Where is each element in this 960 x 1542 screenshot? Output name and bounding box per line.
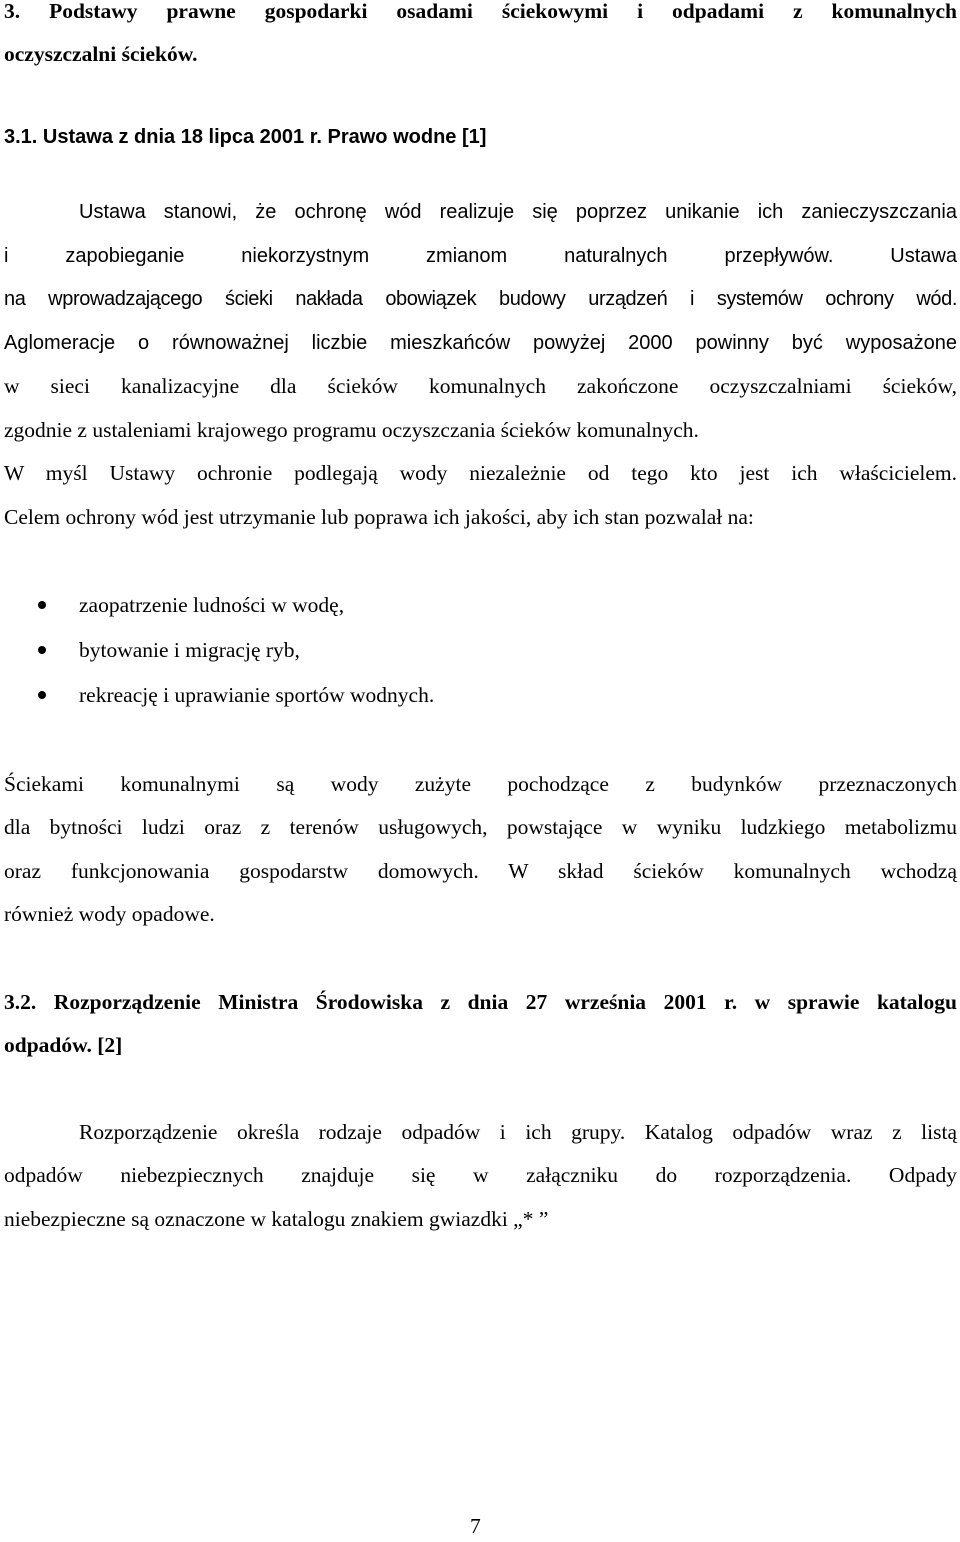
section-3-1-para-1-line-3: na wprowadzającego ścieki nakłada obowiązek budowy urządzeń i systemów ochrony wód. [4, 288, 957, 310]
section-3-1-para-2-line-2: dla bytności ludzi oraz z terenów usługowych, powstające w wyniku ludzkiego metabolizmu [4, 815, 957, 839]
section-3-1-para-1-line-4: Aglomeracje o równoważnej liczbie mieszkańców powyżej 2000 powinny być wyposażone [4, 332, 957, 354]
section-3-1-para-2-line-3: oraz funkcjonowania gospodarstw domowych. W skład ścieków komunalnych wchodzą [4, 859, 957, 883]
page-number: 7 [470, 1514, 481, 1538]
section-3-heading-line-1: 3. Podstawy prawne gospodarki osadami ściekowymi i odpadami z komunalnych [4, 0, 957, 23]
bullet-icon [38, 691, 46, 699]
list-item: rekreację i uprawianie sportów wodnych. [4, 673, 434, 718]
section-3-2-heading-line-2: odpadów. [2] [4, 1033, 123, 1057]
section-3-1-para-2-line-1: Ściekami komunalnymi są wody zużyte pochodzące z budynków przeznaczonych [4, 772, 957, 796]
section-3-2-heading-line-1: 3.2. Rozporządzenie Ministra Środowiska z dnia 27 września 2001 r. w sprawie katalogu [4, 990, 957, 1014]
section-3-1-para-1-line-8: Celem ochrony wód jest utrzymanie lub poprawa ich jakości, aby ich stan pozwalał na: [4, 505, 754, 529]
section-3-1-para-1-line-6: zgodnie z ustaleniami krajowego programu oczyszczania ścieków komunalnych. [4, 418, 699, 442]
section-3-2-para-1-line-3: niebezpieczne są oznaczone w katalogu znakiem gwiazdki „* ” [4, 1207, 549, 1231]
bullet-icon [38, 601, 46, 609]
list-item: bytowanie i migrację ryb, [4, 628, 434, 673]
bullet-list [4, 583, 434, 718]
bullet-icon [38, 646, 46, 654]
list-item: zaopatrzenie ludności w wodę, [4, 583, 434, 628]
section-3-2-para-1-line-1: Rozporządzenie określa rodzaje odpadów i ich grupy. Katalog odpadów wraz z listą [79, 1120, 957, 1144]
section-3-1-para-1-line-2: i zapobieganie niekorzystnym zmianom naturalnych przepływów. Ustawa [4, 245, 957, 267]
section-3-1-para-2-line-4: również wody opadowe. [4, 902, 215, 926]
section-3-1-heading: 3.1. Ustawa z dnia 18 lipca 2001 r. Prawo wodne [1] [4, 126, 487, 148]
section-3-1-para-1-line-1: Ustawa stanowi, że ochronę wód realizuje się poprzez unikanie ich zanieczyszczania [79, 201, 957, 223]
section-3-heading-line-2: oczyszczalni ścieków. [4, 42, 198, 66]
section-3-1-para-1-line-7: W myśl Ustawy ochronie podlegają wody niezależnie od tego kto jest ich właścicielem. [4, 461, 957, 485]
section-3-1-para-1-line-5: w sieci kanalizacyjne dla ścieków komunalnych zakończone oczyszczalniami ścieków, [4, 374, 957, 398]
section-3-2-para-1-line-2: odpadów niebezpiecznych znajduje się w załączniku do rozporządzenia. Odpady [4, 1163, 957, 1187]
